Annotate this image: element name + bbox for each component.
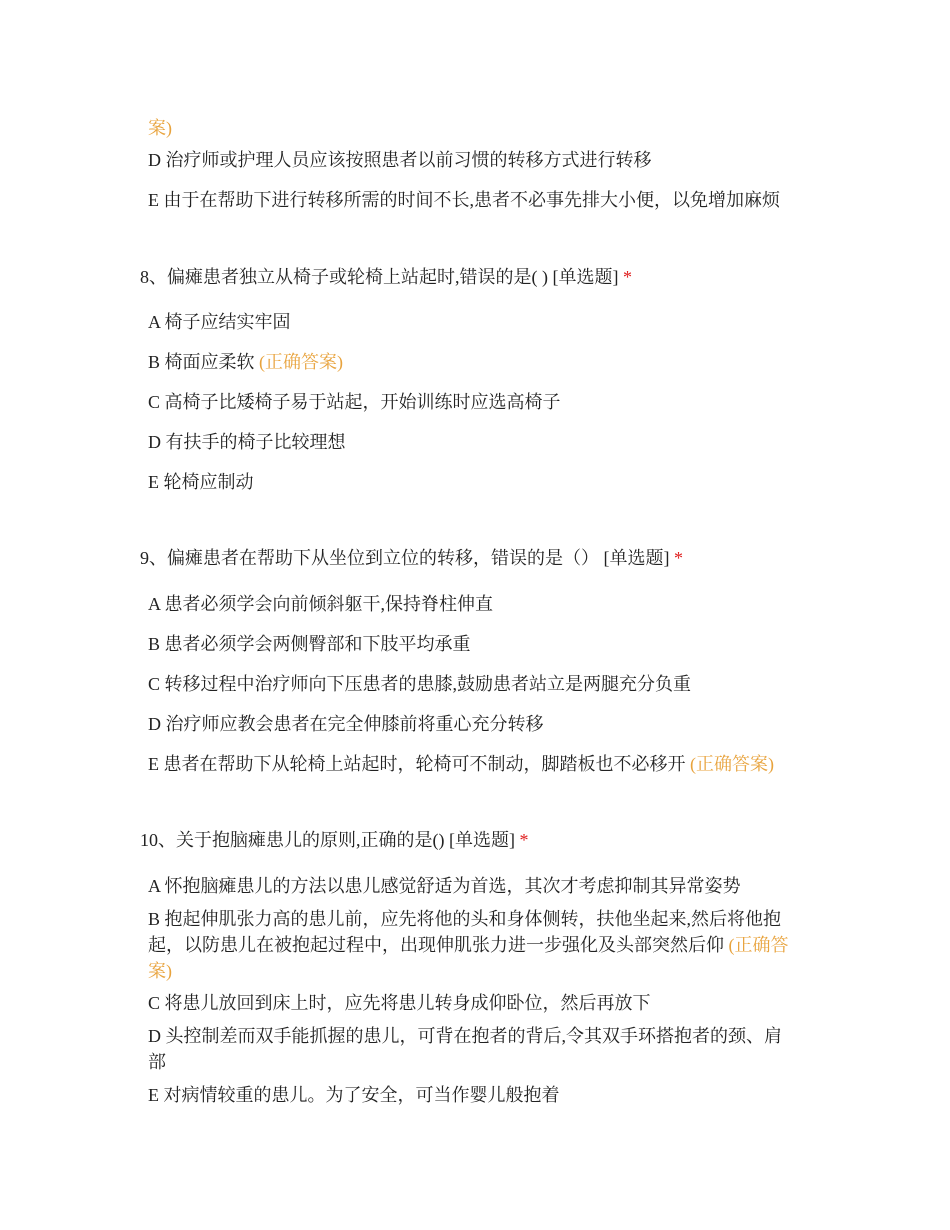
- question-10-option-a[interactable]: [148, 873, 798, 899]
- option-text: D 治疗师应教会患者在完全伸膝前将重心充分转移: [148, 714, 544, 734]
- question-10-option-d[interactable]: [148, 1023, 798, 1075]
- option-text: E 轮椅应制动: [148, 472, 254, 492]
- option-text: D 头控制差而双手能抓握的患儿，可背在抱者的背后,令其双手环搭抱者的颈、肩部: [148, 1026, 782, 1072]
- previous-option-tail: [148, 115, 798, 141]
- question-10-option-e[interactable]: [148, 1082, 798, 1108]
- required-mark: *: [622, 267, 632, 287]
- correct-answer-tag: 案): [148, 118, 172, 138]
- option-text: E 患者在帮助下从轮椅上站起时，轮椅可不制动，脚踏板也不必移开: [148, 754, 690, 774]
- option-text: A 椅子应结实牢固: [148, 312, 291, 332]
- correct-answer-tag: (正确答案): [690, 754, 774, 774]
- required-mark: *: [519, 830, 529, 850]
- option-text: C 将患儿放回到床上时，应先将患儿转身成仰卧位，然后再放下: [148, 993, 651, 1013]
- option-text: B 椅面应柔软: [148, 352, 260, 372]
- option-text: D 治疗师或护理人员应该按照患者以前习惯的转移方式进行转移: [148, 150, 652, 170]
- question-8-title: [140, 264, 840, 290]
- correct-answer-tag: (正确答案): [259, 352, 344, 372]
- required-mark: *: [674, 548, 683, 568]
- question-9-option-b[interactable]: [148, 631, 798, 657]
- option-text: A 怀抱脑瘫患儿的方法以患儿感觉舒适为首选，其次才考虑抑制其异常姿势: [148, 876, 741, 896]
- question-8-option-b[interactable]: [148, 349, 798, 375]
- question-10-option-b[interactable]: [148, 906, 798, 984]
- question-text: 10、关于抱脑瘫患儿的原则,正确的是() [单选题]: [140, 830, 515, 850]
- question-9-option-d[interactable]: [148, 711, 798, 737]
- option-text: C 高椅子比矮椅子易于站起，开始训练时应选高椅子: [148, 392, 561, 412]
- question-9-option-a[interactable]: [148, 591, 798, 617]
- option-text: C 转移过程中治疗师向下压患者的患膝,鼓励患者站立是两腿充分负重: [148, 674, 692, 694]
- question-9-title: [140, 545, 840, 571]
- previous-option-e: [148, 187, 798, 213]
- question-text: 9、偏瘫患者在帮助下从坐位到立位的转移，错误的是（） [单选题]: [140, 548, 670, 568]
- question-8-option-e[interactable]: [148, 469, 798, 495]
- option-text: D 有扶手的椅子比较理想: [148, 432, 346, 452]
- option-text: B 抱起伸肌张力高的患儿前，应先将他的头和身体侧转，扶他坐起来,然后将他抱起，以防患儿在被抱起过程中，出现伸肌张力进一步强化及头部突然后仰: [148, 909, 782, 955]
- option-text: E 由于在帮助下进行转移所需的时间不长,患者不必事先排大小便，以免增加麻烦: [148, 190, 780, 210]
- question-8-option-a[interactable]: [148, 309, 798, 335]
- option-text: A 患者必须学会向前倾斜躯干,保持脊柱伸直: [148, 594, 494, 614]
- option-text: B 患者必须学会两侧臀部和下肢平均承重: [148, 634, 471, 654]
- question-9-option-c[interactable]: [148, 671, 798, 697]
- question-8-option-d[interactable]: [148, 429, 798, 455]
- question-8-option-c[interactable]: [148, 389, 798, 415]
- question-text: 8、偏瘫患者独立从椅子或轮椅上站起时,错误的是( ) [单选题]: [140, 267, 619, 287]
- correct-answer-tag: (正确答案): [148, 935, 789, 981]
- question-9-option-e[interactable]: [148, 751, 798, 777]
- previous-option-d: [148, 147, 798, 173]
- question-10-title: [140, 827, 840, 853]
- question-10-option-c[interactable]: [148, 990, 798, 1016]
- option-text: E 对病情较重的患儿。为了安全，可当作婴儿般抱着: [148, 1085, 560, 1105]
